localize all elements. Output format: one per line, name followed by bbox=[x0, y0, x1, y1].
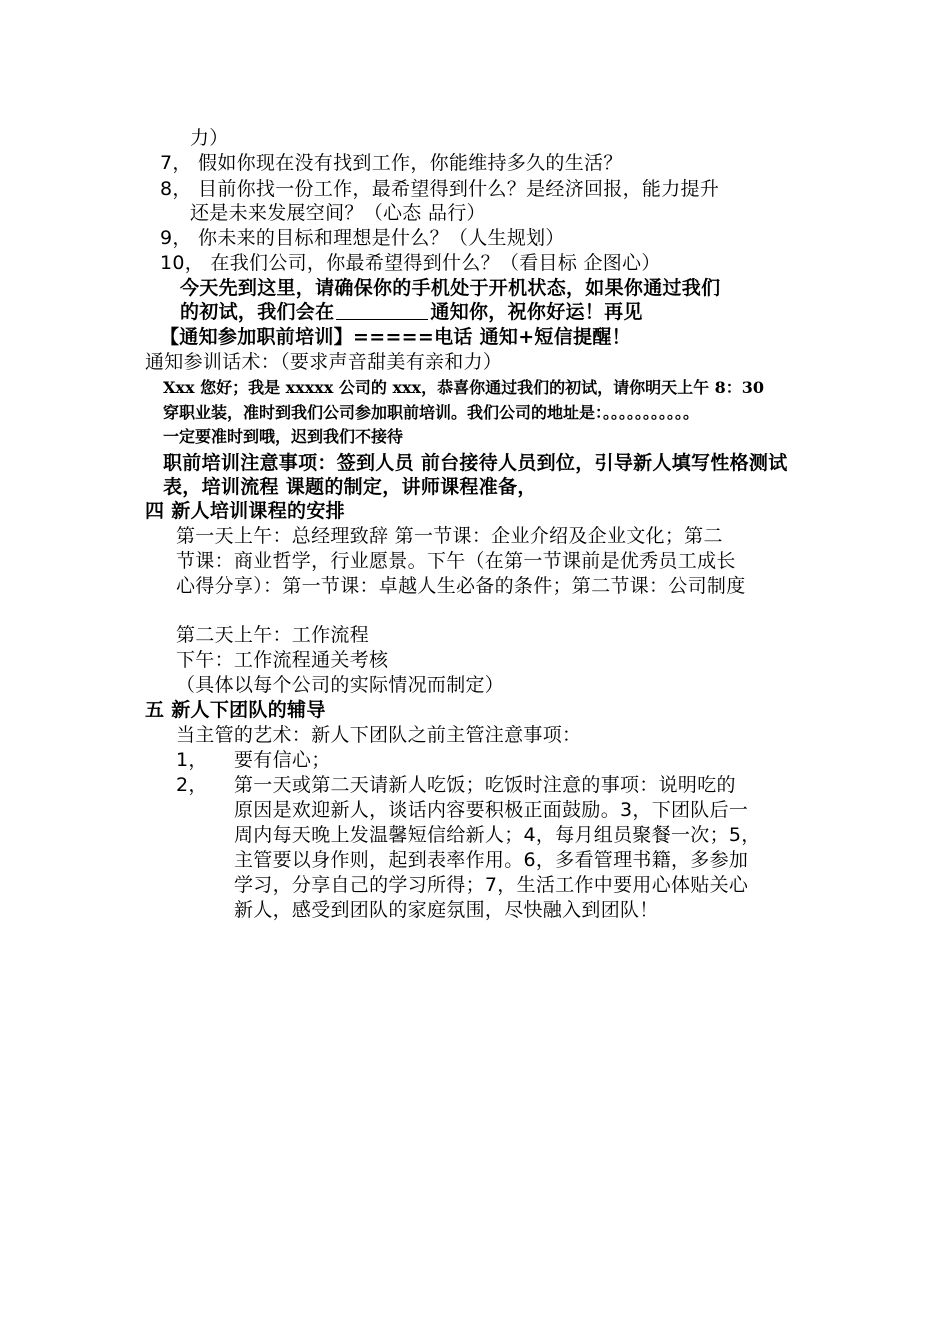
blank-underline bbox=[336, 301, 428, 320]
section5-item2-line: 第一天或第二天请新人吃饭；吃饭时注意的事项：说明吃的 bbox=[234, 774, 736, 796]
closing-line2-before: 的初试，我们会在 bbox=[180, 301, 335, 323]
notice-script-label: 通知参训话术：（要求声音甜美有亲和力） bbox=[145, 351, 503, 373]
section5-item2-line: 学习，分享自己的学习所得；7，生活工作中要用心体贴关心 bbox=[234, 874, 749, 896]
question-8-line2: 还是未来发展空间？（心态 品行） bbox=[190, 202, 486, 224]
section5-item1-text: 要有信心； bbox=[234, 749, 331, 771]
notice-script-line3: 一定要准时到哦，迟到我们不接待 bbox=[163, 427, 404, 446]
section5-item1-number: 1， bbox=[176, 749, 208, 771]
section4-day1-line1: 第一天上午：总经理致辞 第一节课：企业介绍及企业文化；第二 bbox=[176, 525, 723, 547]
notice-notes-line2: 表，培训流程 课题的制定，讲师课程准备， bbox=[163, 476, 537, 498]
section4-heading: 四 新人培训课程的安排 bbox=[145, 500, 345, 522]
section5-item2-line: 新人，感受到团队的家庭氛围，尽快融入到团队！ bbox=[234, 899, 659, 921]
question-10: 10， 在我们公司，你最希望得到什么？（看目标 企图心） bbox=[160, 252, 661, 274]
section4-day1-line3: 心得分享）：第一节课：卓越人生必备的条件；第二节课：公司制度 bbox=[176, 575, 746, 597]
question-8-line1: 8， 目前你找一份工作，最希望得到什么？是经济回报，能力提升 bbox=[160, 178, 720, 200]
closing-line2-after: 通知你，祝你好运！再见 bbox=[430, 301, 643, 323]
question-9: 9， 你未来的目标和理想是什么？（人生规划） bbox=[160, 227, 565, 249]
section5-heading: 五 新人下团队的辅导 bbox=[145, 699, 326, 721]
notice-script-line2: 穿职业装，准时到我们公司参加职前培训。我们公司的地址是：。。。。。。。。。。。 bbox=[163, 403, 700, 422]
section4-day2-am: 第二天上午：工作流程 bbox=[176, 624, 370, 646]
closing-line1: 今天先到这里，请确保你的手机处于开机状态，如果你通过我们 bbox=[180, 277, 721, 299]
section4-day1-line2: 节课：商业哲学，行业愿景。下午（在第一节课前是优秀员工成长 bbox=[176, 550, 736, 572]
section5-intro: 当主管的艺术：新人下团队之前主管注意事项： bbox=[176, 724, 582, 746]
closing-line2 bbox=[180, 300, 643, 324]
section4-day2-pm: 下午：工作流程通关考核 bbox=[176, 649, 389, 671]
notice-script-line1: Xxx 您好；我是 xxxxx 公司的 xxx，恭喜你通过我们的初试，请你明天上午 8：30 bbox=[163, 378, 765, 397]
q6-tail: 力） bbox=[190, 127, 229, 149]
section5-item2-line: 周内每天晚上发温馨短信给新人；4，每月组员聚餐一次；5， bbox=[234, 824, 761, 846]
notice-notes-line1: 职前培训注意事项：签到人员 前台接待人员到位，引导新人填写性格测试 bbox=[163, 452, 788, 474]
notice-heading: 【通知参加职前培训】=====电话 通知+短信提醒！ bbox=[160, 326, 631, 348]
section5-item2-number: 2， bbox=[176, 774, 208, 796]
section4-note: （具体以每个公司的实际情况而制定） bbox=[176, 674, 505, 696]
section5-item2-line: 主管要以身作则，起到表率作用。6，多看管理书籍，多参加 bbox=[234, 849, 749, 871]
section5-item2-line: 原因是欢迎新人，谈话内容要积极正面鼓励。3，下团队后一 bbox=[234, 799, 749, 821]
question-7: 7， 假如你现在没有找到工作，你能维持多久的生活？ bbox=[160, 152, 623, 174]
